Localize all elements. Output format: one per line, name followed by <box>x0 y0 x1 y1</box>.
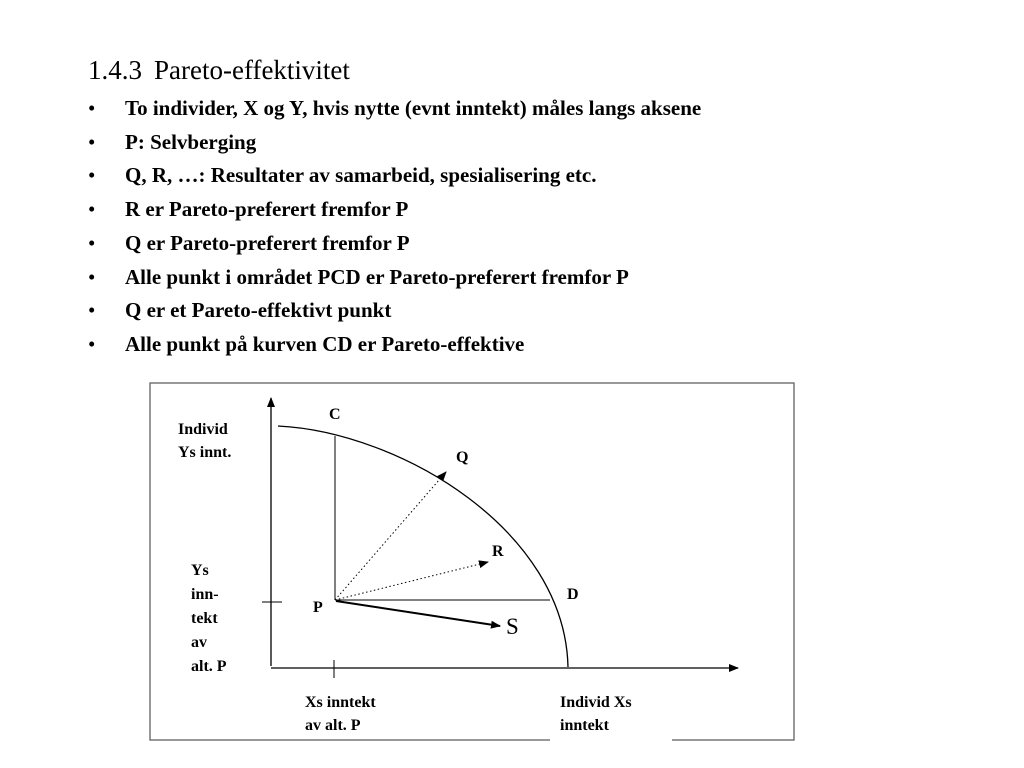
arrow-p-q <box>335 472 446 600</box>
bullet-dot: • <box>88 163 96 188</box>
x-axis-label-line: Individ Xs <box>560 694 632 711</box>
x-alt-p-label-line: av alt. P <box>305 717 361 734</box>
point-label-r: R <box>492 543 504 560</box>
y-axis-label <box>178 421 232 461</box>
x-alt-p-label-line: Xs inntekt <box>305 694 376 711</box>
frame-gap <box>550 736 672 744</box>
bullet-text: To individer, X og Y, hvis nytte (evnt inntekt) måles langs aksene <box>125 96 702 120</box>
point-label-p: P <box>313 599 323 616</box>
x-axis-label-line: inntekt <box>560 717 609 734</box>
bullet-text: Alle punkt på kurven CD er Pareto-effektive <box>125 331 525 356</box>
y-alt-p-label <box>191 562 227 675</box>
x-alt-p-label <box>305 694 380 734</box>
bullet-dot: • <box>88 197 96 222</box>
bullet-text: R er Pareto-preferert fremfor P <box>125 197 409 222</box>
section-title: Pareto-effektivitet <box>154 55 350 85</box>
bullet-dot: • <box>88 264 96 289</box>
frontier-curve <box>278 426 568 667</box>
y-alt-p-label-line: alt. P <box>191 658 227 675</box>
bullet-text: P: Selvberging <box>125 129 257 154</box>
arrow-p-s <box>336 601 500 626</box>
bullet-text: Q, R, …: Resultater av samarbeid, spesialisering etc. <box>125 163 597 188</box>
bullet-dot: • <box>88 96 96 120</box>
y-axis-label-line: Ys innt. <box>178 444 232 461</box>
bullet-text: Alle punkt i området PCD er Pareto-preferert fremfor P <box>125 264 629 289</box>
arrow-p-r <box>335 562 488 600</box>
bullet-text: Q er et Pareto-effektivt punkt <box>125 298 392 323</box>
y-alt-p-label-line: inn- <box>191 586 219 603</box>
point-label-s: S <box>506 614 519 639</box>
y-alt-p-label-line: Ys <box>191 562 209 579</box>
point-label-d: D <box>567 586 579 603</box>
bullet-dot: • <box>88 129 96 154</box>
point-label-c: C <box>329 406 341 423</box>
bullet-text: Q er Pareto-preferert fremfor P <box>125 230 410 255</box>
y-alt-p-label-line: tekt <box>191 610 218 627</box>
y-axis-label-line: Individ <box>178 421 228 438</box>
point-label-q: Q <box>456 449 469 466</box>
y-alt-p-label-line: av <box>191 634 207 651</box>
diagram-frame <box>150 383 794 740</box>
x-axis-label <box>560 694 636 734</box>
bullet-dot: • <box>88 331 96 356</box>
bullet-dot: • <box>88 230 96 255</box>
bullet-dot: • <box>88 298 96 323</box>
section-number: 1.4.3 <box>88 55 142 85</box>
